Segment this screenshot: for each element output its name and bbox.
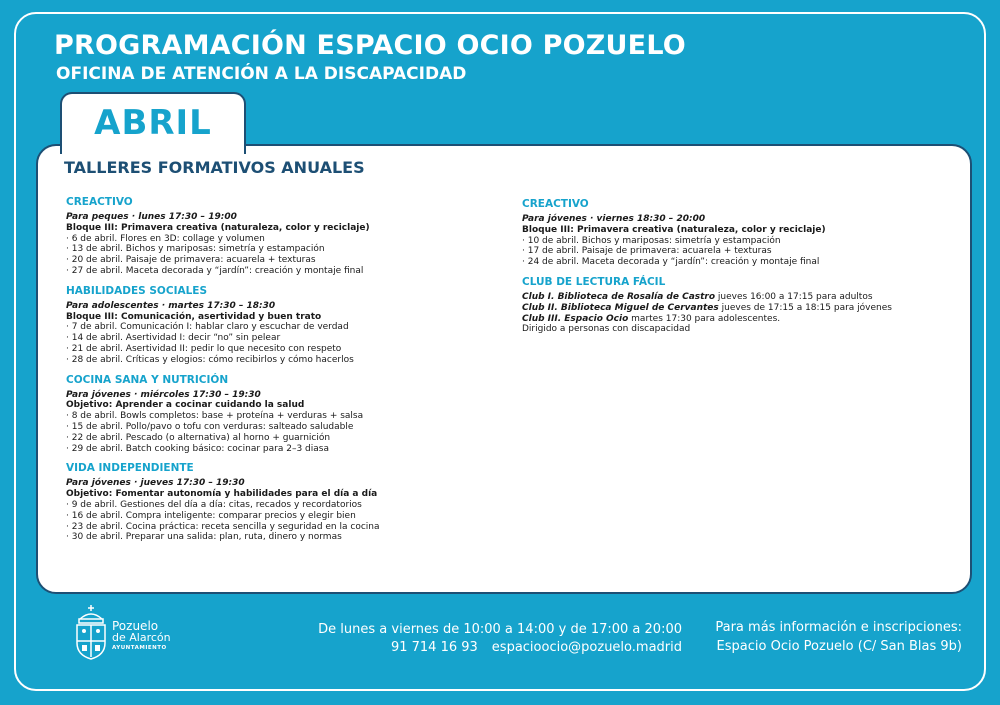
list-item: · 21 de abril. Asertividad II: pedir lo que necesito con respeto <box>66 343 342 354</box>
club-line <box>522 314 942 325</box>
list-item: · 29 de abril. Batch cooking básico: cocinar para 2–3 diasa <box>66 443 329 454</box>
section-title: CLUB DE LECTURA FÁCIL <box>522 275 666 288</box>
tab-join <box>62 143 244 147</box>
coat-of-arms-icon <box>72 603 110 663</box>
list-item: · 7 de abril. Comunicación I: hablar claro y escuchar de verdad <box>66 322 349 333</box>
club-name: Club II. Biblioteca Miguel de Cervantes <box>522 302 719 313</box>
logo-line-3: AYUNTAMIENTO <box>112 645 167 651</box>
schedule: Para jóvenes · viernes 18:30 – 20:00 <box>522 214 706 224</box>
panel-title: TALLERES FORMATIVOS ANUALES <box>64 158 365 177</box>
club-detail: martes 17:30 para adolescentes. <box>628 313 781 324</box>
block-heading: Objetivo: Fomentar autonomía y habilidades para el día a día <box>66 489 378 500</box>
section-creactivo-peques <box>66 196 506 277</box>
club-line <box>522 303 942 314</box>
email-link[interactable]: espacioocio@pozuelo.madrid <box>491 640 682 655</box>
section-title: CREACTIVO <box>522 198 589 210</box>
section-habilidades-sociales <box>66 285 506 366</box>
schedule: Para adolescentes · martes 17:30 – 18:30 <box>66 300 276 311</box>
info-line-1: Para más información e inscripciones: <box>715 620 962 635</box>
month-label: ABRIL <box>94 103 212 143</box>
block-heading: Bloque III: Primavera creativa (naturaleza, color y reciclaje) <box>522 224 826 235</box>
list-item: · 16 de abril. Compra inteligente: comparar precios y elegir bien <box>66 510 356 521</box>
schedule: Para peques · lunes 17:30 – 19:00 <box>66 212 237 222</box>
schedule: Para jóvenes · miércoles 17:30 – 19:30 <box>66 389 261 400</box>
schedule: Para jóvenes · jueves 17:30 – 19:30 <box>66 478 245 489</box>
list-item: · 13 de abril. Bichos y mariposas: simetría y estampación <box>66 244 325 255</box>
page-title: PROGRAMACIÓN ESPACIO OCIO POZUELO <box>54 30 686 61</box>
section-title: VIDA INDEPENDIENTE <box>66 462 194 475</box>
logo-line-2: de Alarcón <box>112 631 171 644</box>
list-item: · 23 de abril. Cocina práctica: receta sencilla y seguridad en la cocina <box>66 521 380 532</box>
right-column <box>522 198 942 343</box>
list-item: · 15 de abril. Pollo/pavo o tofu con verduras: salteado saludable <box>66 421 354 432</box>
block-heading: Bloque III: Primavera creativa (naturaleza, color y reciclaje) <box>66 222 370 233</box>
list-item: · 24 de abril. Maceta decorada y “jardín”: creación y montaje final <box>522 257 820 268</box>
club-detail: jueves 16:00 a 17:15 para adultos <box>715 291 873 302</box>
contact-line <box>318 639 682 657</box>
list-item: · 14 de abril. Asertividad I: decir “no” sin pelear <box>66 333 281 344</box>
block-heading: Bloque III: Comunicación, asertividad y buen trato <box>66 311 322 322</box>
list-item: · 10 de abril. Bichos y mariposas: simetría y estampación <box>522 235 781 246</box>
list-item: · 20 de abril. Paisaje de primavera: acuarela + texturas <box>66 255 316 266</box>
list-item: · 8 de abril. Bowls completos: base + proteína + verduras + salsa <box>66 411 364 422</box>
phone-number[interactable]: 91 714 16 93 <box>390 640 478 655</box>
club-detail: jueves de 17:15 a 18:15 para jóvenes <box>718 302 892 313</box>
opening-hours: De lunes a viernes de 10:00 a 14:00 y de 17:00 a 20:00 <box>318 622 682 637</box>
section-title: COCINA SANA Y NUTRICIÓN <box>66 373 229 386</box>
section-title: CREACTIVO <box>66 196 133 208</box>
section-vida-independiente <box>66 462 506 543</box>
footer-hours <box>318 621 682 657</box>
footer-info <box>715 618 962 656</box>
section-creactivo-jovenes <box>522 198 942 268</box>
list-item: · 22 de abril. Pescado (o alternativa) al horno + guarnición <box>66 432 331 443</box>
logo-line-1: Pozuelo <box>112 619 159 633</box>
section-title: HABILIDADES SOCIALES <box>66 284 208 297</box>
list-item: · 28 de abril. Críticas y elogios: cómo recibirlos y cómo hacerlos <box>66 354 354 365</box>
list-item: · 17 de abril. Paisaje de primavera: acuarela + texturas <box>522 246 772 257</box>
list-item: · 27 de abril. Maceta decorada y “jardín”: creación y montaje final <box>66 265 364 276</box>
section-cocina-sana <box>66 374 506 455</box>
list-item: · 6 de abril. Flores en 3D: collage y volumen <box>66 233 265 244</box>
club-name: Club III. Espacio Ocio <box>522 313 629 324</box>
left-column <box>66 196 506 551</box>
logo-text <box>112 620 171 652</box>
club-line <box>522 292 942 303</box>
list-item: · 30 de abril. Preparar una salida: plan, ruta, dinero y normas <box>66 532 342 543</box>
page-subtitle: OFICINA DE ATENCIÓN A LA DISCAPACIDAD <box>56 64 467 84</box>
section-club-lectura <box>522 276 942 335</box>
list-item: · 9 de abril. Gestiones del día a día: citas, recados y recordatorios <box>66 499 362 510</box>
club-note: Dirigido a personas con discapacidad <box>522 324 691 335</box>
block-heading: Objetivo: Aprender a cocinar cuidando la salud <box>66 400 305 411</box>
info-line-2: Espacio Ocio Pozuelo (C/ San Blas 9b) <box>716 639 962 654</box>
club-name: Club I. Biblioteca de Rosalía de Castro <box>522 291 716 302</box>
